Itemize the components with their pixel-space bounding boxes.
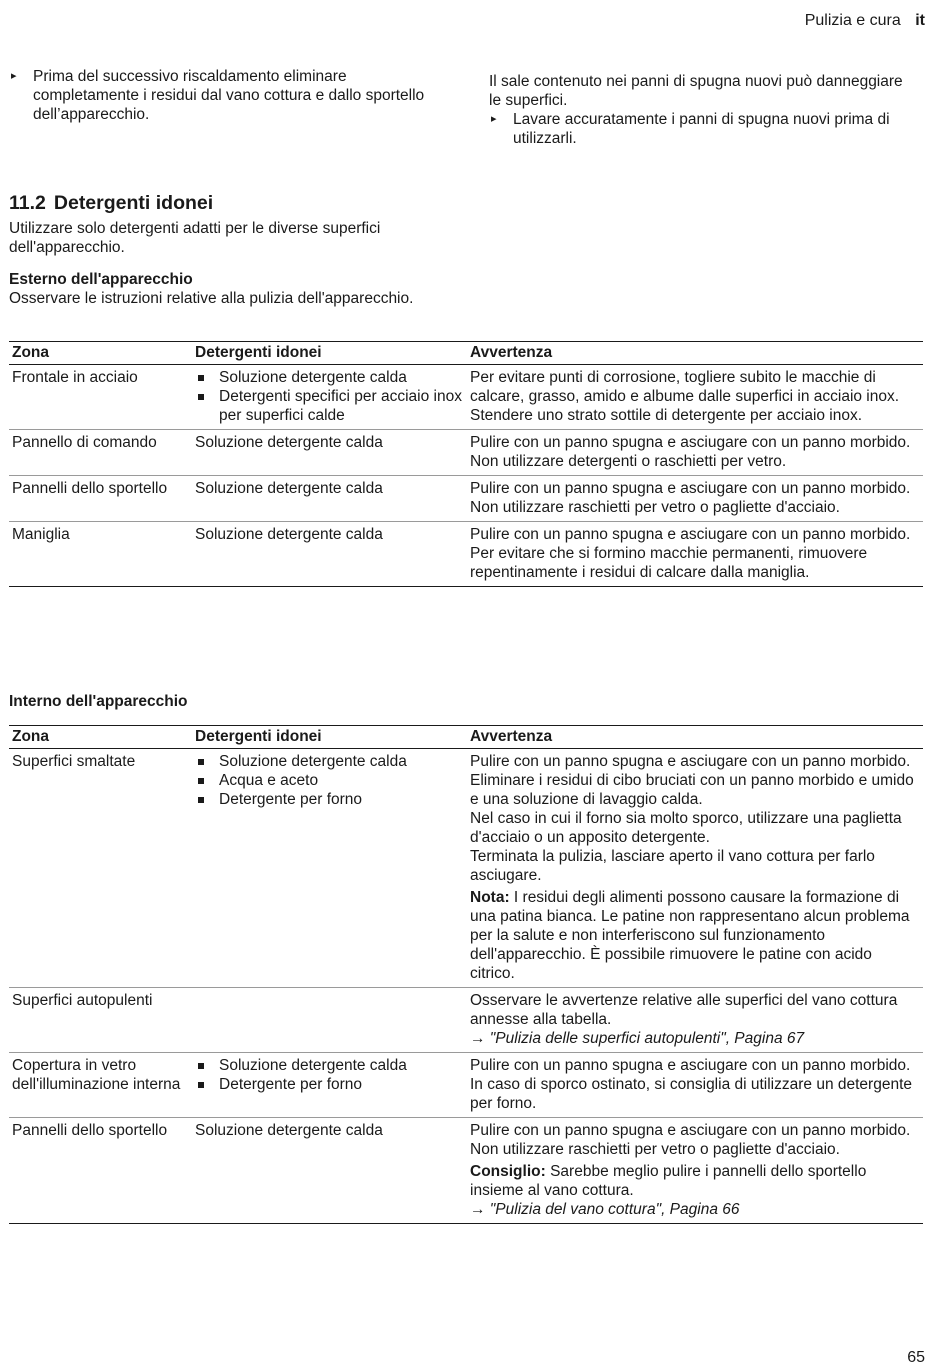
top-right-column bbox=[489, 72, 913, 148]
note-line: Per evitare punti di corrosione, togliere subito le macchie di calcare, grasso, amido e albume dalle superfici in acciaio inox. bbox=[470, 369, 900, 405]
zone-cell: Pannelli dello sportello bbox=[9, 1118, 192, 1224]
callout-label: Nota: bbox=[470, 889, 510, 906]
note-line: Pulire con un panno spugna e asciugare con un panno morbido. bbox=[470, 1057, 911, 1074]
interior-heading: Interno dell'apparecchio bbox=[9, 693, 188, 710]
page-number: 65 bbox=[907, 1349, 925, 1366]
notes-cell bbox=[467, 988, 923, 1053]
exterior-note: Osservare le istruzioni relative alla pulizia dell'apparecchio. bbox=[9, 290, 414, 307]
detergents-cell bbox=[192, 365, 467, 430]
table-row bbox=[9, 430, 923, 476]
zone-cell: Copertura in vetro dell'illuminazione interna bbox=[9, 1053, 192, 1118]
exterior-table bbox=[9, 341, 923, 587]
table-header-row bbox=[9, 342, 923, 365]
section-heading bbox=[9, 191, 213, 215]
section-intro: Utilizzare solo detergenti adatti per le diverse superfici dell'apparecchio. bbox=[9, 220, 381, 256]
callout-text: I residui degli alimenti possono causare la formazione di una patina bianca. Le patine non rappresentano alcun problema per la salute e non interferiscono sul funzionamento dell'apparecchio. È possibile rimuovere le patine con acido citrico. bbox=[470, 889, 910, 982]
callout-text: Sarebbe meglio pulire i pannelli dello sportello insieme al vano cottura. bbox=[470, 1163, 867, 1199]
detergent-item: Detergenti specifici per acciaio inox per superfici calde bbox=[195, 387, 464, 425]
detergents-cell: Soluzione detergente calda bbox=[192, 430, 467, 476]
column-header-zona: Zona bbox=[9, 342, 192, 365]
detergents-cell bbox=[192, 988, 467, 1053]
detergents-cell: Soluzione detergente calda bbox=[192, 1118, 467, 1224]
notes-cell bbox=[467, 365, 923, 430]
cross-reference-link[interactable]: → "Pulizia del vano cottura", Pagina 66 bbox=[470, 1201, 740, 1218]
running-header bbox=[805, 11, 925, 30]
table-row bbox=[9, 522, 923, 587]
zone-cell: Frontale in acciaio bbox=[9, 365, 192, 430]
zone-cell: Superfici smaltate bbox=[9, 749, 192, 988]
section-number: 11.2 bbox=[9, 192, 46, 214]
table-row bbox=[9, 988, 923, 1053]
note-line: Pulire con un panno spugna e asciugare con un panno morbido. bbox=[470, 526, 911, 543]
detergents-cell: Soluzione detergente calda bbox=[192, 522, 467, 587]
notes-cell bbox=[467, 1053, 923, 1118]
note-line: Non utilizzare raschietti per vetro o pagliette d'acciaio. bbox=[470, 499, 840, 516]
note-line: Pulire con un panno spugna e asciugare con un panno morbido. bbox=[470, 434, 911, 451]
table-row bbox=[9, 365, 923, 430]
detergents-cell bbox=[192, 749, 467, 988]
notes-cell bbox=[467, 476, 923, 522]
note-line: Stendere uno strato sottile di detergente per acciaio inox. bbox=[470, 407, 863, 424]
section-intro-block bbox=[9, 219, 439, 308]
table-row bbox=[9, 1118, 923, 1224]
top-left-column bbox=[9, 67, 449, 124]
column-header-avvertenza: Avvertenza bbox=[467, 342, 923, 365]
detergent-item: Soluzione detergente calda bbox=[195, 752, 464, 771]
note-callout bbox=[470, 888, 920, 983]
instruction-bullet: ▸ Prima del successivo riscaldamento eliminare completamente i residui dal vano cottura e dallo sportello dell’apparecchio. bbox=[9, 67, 449, 124]
note-line: Nel caso in cui il forno sia molto sporco, utilizzare una paglietta d'acciaio o un apposito detergente. bbox=[470, 810, 902, 846]
zone-cell: Maniglia bbox=[9, 522, 192, 587]
note-line: Eliminare i residui di cibo bruciati con un panno morbido e umido e una soluzione di lavaggio calda. bbox=[470, 772, 914, 808]
section-name: Pulizia e cura bbox=[804, 12, 901, 29]
interior-table-wrapper bbox=[9, 725, 923, 1224]
notes-cell bbox=[467, 1118, 923, 1224]
callout-label: Consiglio: bbox=[470, 1163, 546, 1180]
note-line: Non utilizzare raschietti per vetro o pagliette d'acciaio. bbox=[470, 1141, 840, 1158]
column-header-zona: Zona bbox=[9, 726, 192, 749]
notes-cell bbox=[467, 749, 923, 988]
note-line: Pulire con un panno spugna e asciugare con un panno morbido. bbox=[470, 480, 911, 497]
detergent-item: Detergente per forno bbox=[195, 1075, 464, 1094]
language-code: it bbox=[915, 12, 925, 29]
exterior-table-wrapper bbox=[9, 341, 923, 587]
notes-cell bbox=[467, 430, 923, 476]
note-line: Osservare le avvertenze relative alle superfici del vano cottura annesse alla tabella. bbox=[470, 992, 898, 1028]
detergents-cell: Soluzione detergente calda bbox=[192, 476, 467, 522]
column-header-avvertenza: Avvertenza bbox=[467, 726, 923, 749]
table-row bbox=[9, 749, 923, 988]
note-line: Terminata la pulizia, lasciare aperto il vano cottura per farlo asciugare. bbox=[470, 848, 875, 884]
detergent-item: Soluzione detergente calda bbox=[195, 368, 464, 387]
note-line: Pulire con un panno spugna e asciugare con un panno morbido. bbox=[470, 1122, 911, 1139]
table-header-row bbox=[9, 726, 923, 749]
cross-reference-link[interactable]: → "Pulizia delle superfici autopulenti", Pagina 67 bbox=[470, 1030, 805, 1047]
notes-cell bbox=[467, 522, 923, 587]
zone-cell: Pannelli dello sportello bbox=[9, 476, 192, 522]
note-line: Pulire con un panno spugna e asciugare con un panno morbido. bbox=[470, 753, 911, 770]
column-header-detergenti: Detergenti idonei bbox=[192, 726, 467, 749]
detergent-item: Detergente per forno bbox=[195, 790, 464, 809]
exterior-heading: Esterno dell'apparecchio bbox=[9, 271, 193, 288]
detergent-item: Acqua e aceto bbox=[195, 771, 464, 790]
instruction-bullet: ▸ Lavare accuratamente i panni di spugna nuovi prima di utilizzarli. bbox=[489, 110, 913, 148]
zone-cell: Pannello di comando bbox=[9, 430, 192, 476]
warning-text: Il sale contenuto nei panni di spugna nuovi può danneggiare le superfici. bbox=[489, 73, 903, 109]
table-row bbox=[9, 476, 923, 522]
detergent-item: Soluzione detergente calda bbox=[195, 1056, 464, 1075]
note-line: Non utilizzare detergenti o raschietti per vetro. bbox=[470, 453, 787, 470]
interior-table bbox=[9, 725, 923, 1224]
note-line: Per evitare che si formino macchie permanenti, rimuovere repentinamente i residui di calcare dalla maniglia. bbox=[470, 545, 868, 581]
table-row bbox=[9, 1053, 923, 1118]
section-title: Detergenti idonei bbox=[53, 192, 214, 214]
note-line: In caso di sporco ostinato, si consiglia di utilizzare un detergente per forno. bbox=[470, 1076, 912, 1112]
zone-cell: Superfici autopulenti bbox=[9, 988, 192, 1053]
note-callout bbox=[470, 1162, 920, 1200]
detergents-cell bbox=[192, 1053, 467, 1118]
column-header-detergenti: Detergenti idonei bbox=[192, 342, 467, 365]
